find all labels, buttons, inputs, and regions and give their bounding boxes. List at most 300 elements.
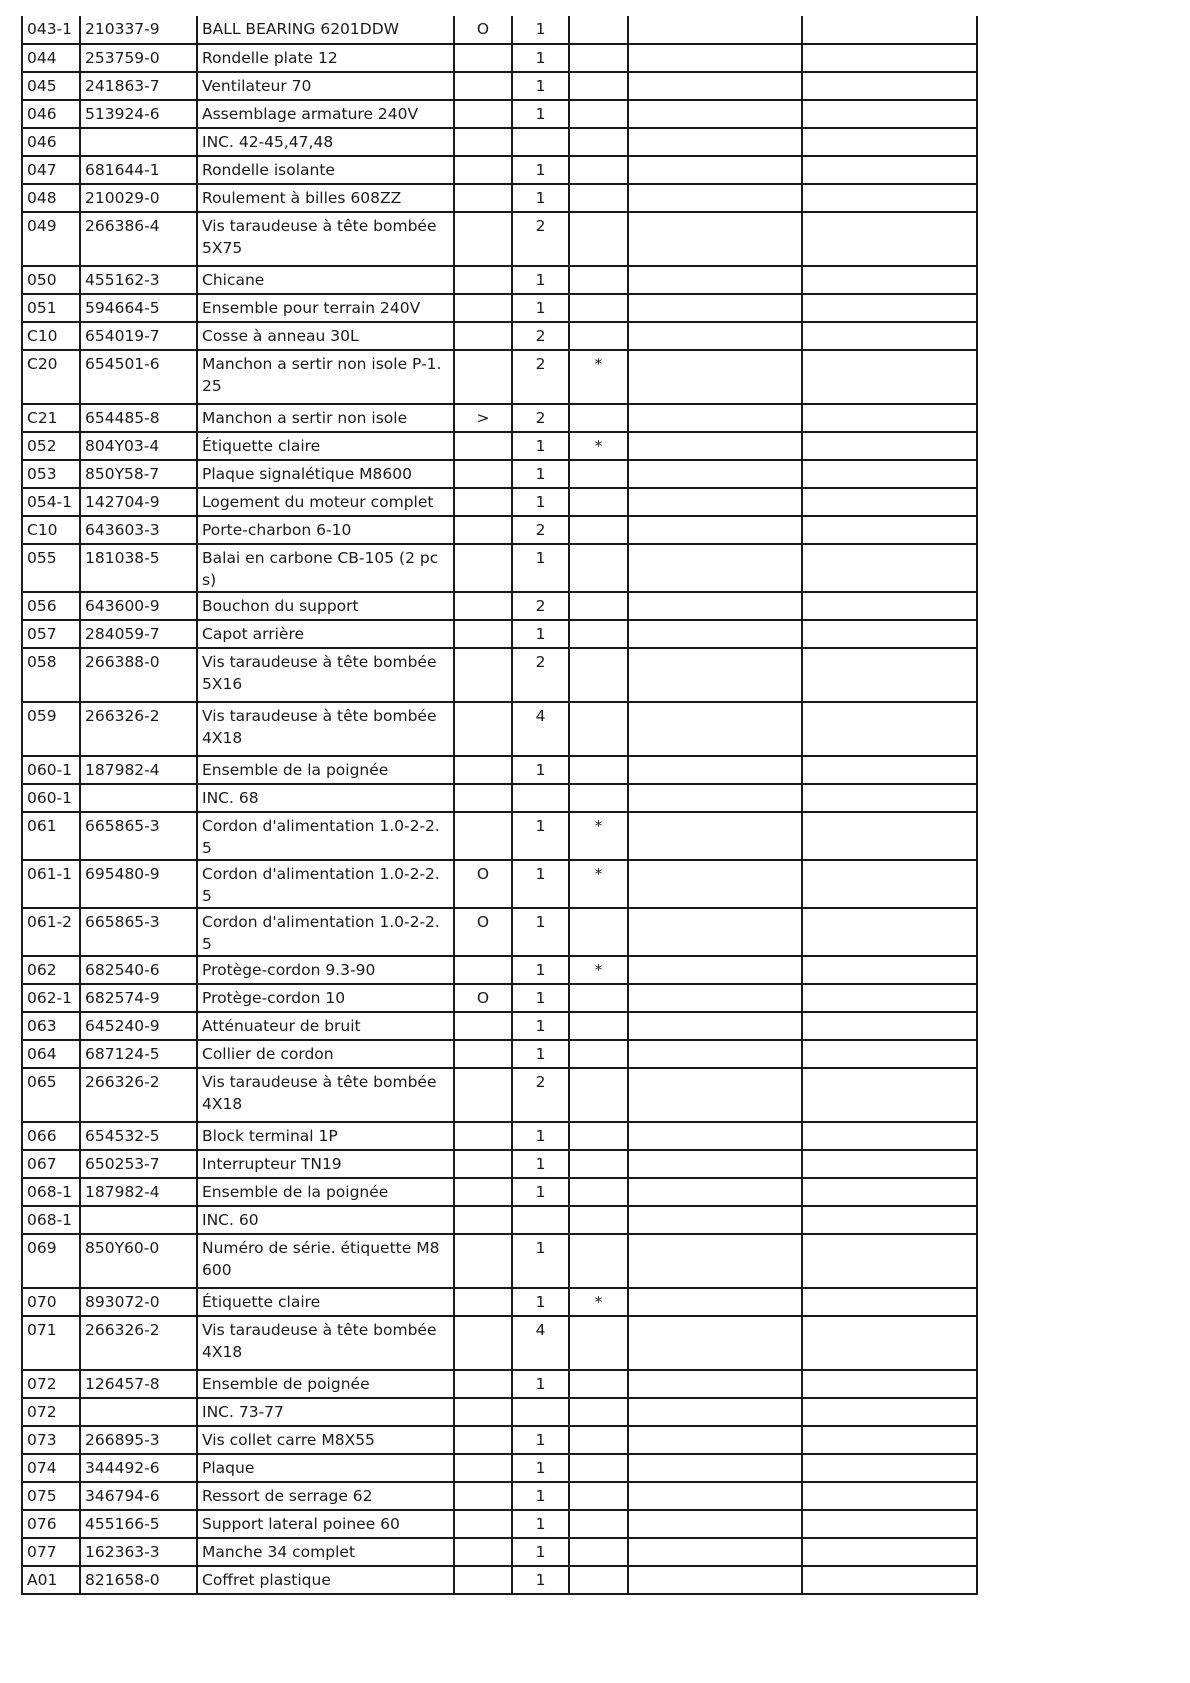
part-number-cell: 210337-9 bbox=[80, 16, 197, 44]
flag-cell: O bbox=[454, 16, 512, 44]
table-row bbox=[22, 516, 977, 544]
flag-cell: > bbox=[454, 404, 512, 432]
empty-cell bbox=[628, 620, 802, 648]
item-number-cell: 050 bbox=[22, 266, 80, 294]
table-row bbox=[22, 648, 977, 702]
note-cell: * bbox=[569, 432, 628, 460]
empty-cell bbox=[628, 72, 802, 100]
item-number-cell: 068-1 bbox=[22, 1178, 80, 1206]
note-cell bbox=[569, 404, 628, 432]
note-cell bbox=[569, 620, 628, 648]
flag-cell bbox=[454, 1426, 512, 1454]
flag-cell bbox=[454, 1316, 512, 1370]
description-cell: Ensemble de la poignée bbox=[197, 756, 454, 784]
quantity-cell: 2 bbox=[512, 212, 569, 266]
part-number-cell: 266326-2 bbox=[80, 1068, 197, 1122]
flag-cell bbox=[454, 620, 512, 648]
empty-cell bbox=[802, 1150, 977, 1178]
description-cell: Cordon d'alimentation 1.0-2-2.5 bbox=[197, 908, 454, 956]
part-number-cell: 682540-6 bbox=[80, 956, 197, 984]
part-number-cell: 210029-0 bbox=[80, 184, 197, 212]
empty-cell bbox=[628, 860, 802, 908]
description-cell: Étiquette claire bbox=[197, 432, 454, 460]
description-cell: Coffret plastique bbox=[197, 1566, 454, 1594]
item-number-cell: 069 bbox=[22, 1234, 80, 1288]
empty-cell bbox=[802, 16, 977, 44]
empty-cell bbox=[628, 1538, 802, 1566]
parts-table-container bbox=[21, 16, 976, 1595]
part-number-cell: 187982-4 bbox=[80, 1178, 197, 1206]
note-cell: * bbox=[569, 1288, 628, 1316]
empty-cell bbox=[802, 908, 977, 956]
description-cell: Bouchon du support bbox=[197, 592, 454, 620]
empty-cell bbox=[802, 156, 977, 184]
flag-cell bbox=[454, 156, 512, 184]
part-number-cell: 266326-2 bbox=[80, 1316, 197, 1370]
empty-cell bbox=[628, 702, 802, 756]
item-number-cell: 061 bbox=[22, 812, 80, 860]
flag-cell bbox=[454, 756, 512, 784]
flag-cell: O bbox=[454, 860, 512, 908]
note-cell: * bbox=[569, 350, 628, 404]
description-cell: Cordon d'alimentation 1.0-2-2.5 bbox=[197, 860, 454, 908]
note-cell: * bbox=[569, 812, 628, 860]
description-cell: Porte-charbon 6-10 bbox=[197, 516, 454, 544]
description-cell: Chicane bbox=[197, 266, 454, 294]
table-row bbox=[22, 1206, 977, 1234]
part-number-cell: 455162-3 bbox=[80, 266, 197, 294]
table-row bbox=[22, 294, 977, 322]
item-number-cell: 066 bbox=[22, 1122, 80, 1150]
part-number-cell: 253759-0 bbox=[80, 44, 197, 72]
description-cell: Étiquette claire bbox=[197, 1288, 454, 1316]
flag-cell bbox=[454, 322, 512, 350]
item-number-cell: 054-1 bbox=[22, 488, 80, 516]
empty-cell bbox=[628, 1398, 802, 1426]
part-number-cell: 681644-1 bbox=[80, 156, 197, 184]
quantity-cell: 1 bbox=[512, 156, 569, 184]
empty-cell bbox=[628, 460, 802, 488]
note-cell bbox=[569, 16, 628, 44]
description-cell: Roulement à billes 608ZZ bbox=[197, 184, 454, 212]
table-row bbox=[22, 1398, 977, 1426]
empty-cell bbox=[628, 1426, 802, 1454]
part-number-cell: 682574-9 bbox=[80, 984, 197, 1012]
note-cell bbox=[569, 1122, 628, 1150]
quantity-cell: 1 bbox=[512, 432, 569, 460]
quantity-cell: 1 bbox=[512, 100, 569, 128]
description-cell: INC. 42-45,47,48 bbox=[197, 128, 454, 156]
note-cell bbox=[569, 184, 628, 212]
description-cell: Manchon a sertir non isole bbox=[197, 404, 454, 432]
description-cell: Rondelle isolante bbox=[197, 156, 454, 184]
note-cell bbox=[569, 1012, 628, 1040]
empty-cell bbox=[628, 908, 802, 956]
empty-cell bbox=[802, 784, 977, 812]
part-number-cell: 187982-4 bbox=[80, 756, 197, 784]
description-cell: Balai en carbone CB-105 (2 pcs) bbox=[197, 544, 454, 592]
empty-cell bbox=[628, 266, 802, 294]
quantity-cell: 1 bbox=[512, 266, 569, 294]
empty-cell bbox=[628, 1454, 802, 1482]
quantity-cell: 1 bbox=[512, 1288, 569, 1316]
item-number-cell: 049 bbox=[22, 212, 80, 266]
item-number-cell: 062 bbox=[22, 956, 80, 984]
empty-cell bbox=[628, 984, 802, 1012]
item-number-cell: 061-2 bbox=[22, 908, 80, 956]
description-cell: Logement du moteur complet bbox=[197, 488, 454, 516]
flag-cell bbox=[454, 1454, 512, 1482]
empty-cell bbox=[802, 1454, 977, 1482]
description-cell: Cordon d'alimentation 1.0-2-2.5 bbox=[197, 812, 454, 860]
table-row bbox=[22, 432, 977, 460]
description-cell: Manche 34 complet bbox=[197, 1538, 454, 1566]
item-number-cell: C20 bbox=[22, 350, 80, 404]
flag-cell bbox=[454, 44, 512, 72]
flag-cell bbox=[454, 1040, 512, 1068]
flag-cell bbox=[454, 432, 512, 460]
empty-cell bbox=[628, 432, 802, 460]
flag-cell bbox=[454, 266, 512, 294]
part-number-cell: 284059-7 bbox=[80, 620, 197, 648]
table-row bbox=[22, 1538, 977, 1566]
description-cell: Numéro de série. étiquette M8600 bbox=[197, 1234, 454, 1288]
quantity-cell: 1 bbox=[512, 44, 569, 72]
empty-cell bbox=[628, 1566, 802, 1594]
empty-cell bbox=[628, 1206, 802, 1234]
table-row bbox=[22, 956, 977, 984]
empty-cell bbox=[628, 100, 802, 128]
flag-cell: O bbox=[454, 908, 512, 956]
part-number-cell: 346794-6 bbox=[80, 1482, 197, 1510]
description-cell: Cosse à anneau 30L bbox=[197, 322, 454, 350]
empty-cell bbox=[802, 266, 977, 294]
empty-cell bbox=[802, 812, 977, 860]
item-number-cell: 064 bbox=[22, 1040, 80, 1068]
item-number-cell: 072 bbox=[22, 1398, 80, 1426]
part-number-cell: 266895-3 bbox=[80, 1426, 197, 1454]
description-cell: Collier de cordon bbox=[197, 1040, 454, 1068]
description-cell: Ensemble pour terrain 240V bbox=[197, 294, 454, 322]
note-cell bbox=[569, 984, 628, 1012]
part-number-cell: 266326-2 bbox=[80, 702, 197, 756]
part-number-cell: 594664-5 bbox=[80, 294, 197, 322]
description-cell: INC. 68 bbox=[197, 784, 454, 812]
empty-cell bbox=[802, 648, 977, 702]
item-number-cell: 067 bbox=[22, 1150, 80, 1178]
empty-cell bbox=[802, 432, 977, 460]
quantity-cell: 1 bbox=[512, 860, 569, 908]
description-cell: Assemblage armature 240V bbox=[197, 100, 454, 128]
table-row bbox=[22, 756, 977, 784]
empty-cell bbox=[628, 184, 802, 212]
part-number-cell: 455166-5 bbox=[80, 1510, 197, 1538]
note-cell bbox=[569, 1150, 628, 1178]
table-row bbox=[22, 156, 977, 184]
flag-cell bbox=[454, 956, 512, 984]
part-number-cell: 821658-0 bbox=[80, 1566, 197, 1594]
description-cell: Vis taraudeuse à tête bombée 4X18 bbox=[197, 702, 454, 756]
note-cell bbox=[569, 1398, 628, 1426]
empty-cell bbox=[802, 350, 977, 404]
table-row bbox=[22, 266, 977, 294]
part-number-cell: 654532-5 bbox=[80, 1122, 197, 1150]
quantity-cell: 1 bbox=[512, 1454, 569, 1482]
note-cell bbox=[569, 1426, 628, 1454]
empty-cell bbox=[802, 620, 977, 648]
part-number-cell: 850Y58-7 bbox=[80, 460, 197, 488]
empty-cell bbox=[802, 322, 977, 350]
quantity-cell: 1 bbox=[512, 1510, 569, 1538]
note-cell bbox=[569, 592, 628, 620]
empty-cell bbox=[802, 212, 977, 266]
note-cell bbox=[569, 294, 628, 322]
flag-cell bbox=[454, 212, 512, 266]
table-row bbox=[22, 100, 977, 128]
part-number-cell: 654485-8 bbox=[80, 404, 197, 432]
part-number-cell: 142704-9 bbox=[80, 488, 197, 516]
quantity-cell: 1 bbox=[512, 16, 569, 44]
flag-cell bbox=[454, 1068, 512, 1122]
item-number-cell: C21 bbox=[22, 404, 80, 432]
flag-cell bbox=[454, 1370, 512, 1398]
note-cell bbox=[569, 1316, 628, 1370]
quantity-cell: 1 bbox=[512, 908, 569, 956]
quantity-cell: 1 bbox=[512, 1538, 569, 1566]
flag-cell bbox=[454, 1288, 512, 1316]
note-cell bbox=[569, 460, 628, 488]
item-number-cell: 058 bbox=[22, 648, 80, 702]
quantity-cell: 2 bbox=[512, 350, 569, 404]
empty-cell bbox=[802, 1566, 977, 1594]
note-cell bbox=[569, 702, 628, 756]
parts-table-body bbox=[22, 16, 977, 1594]
flag-cell bbox=[454, 784, 512, 812]
part-number-cell: 645240-9 bbox=[80, 1012, 197, 1040]
flag-cell bbox=[454, 1538, 512, 1566]
empty-cell bbox=[628, 592, 802, 620]
empty-cell bbox=[802, 1538, 977, 1566]
description-cell: Ensemble de poignée bbox=[197, 1370, 454, 1398]
table-row bbox=[22, 544, 977, 592]
description-cell: Rondelle plate 12 bbox=[197, 44, 454, 72]
note-cell bbox=[569, 908, 628, 956]
item-number-cell: 046 bbox=[22, 100, 80, 128]
description-cell: Capot arrière bbox=[197, 620, 454, 648]
flag-cell bbox=[454, 128, 512, 156]
table-row bbox=[22, 212, 977, 266]
flag-cell bbox=[454, 1398, 512, 1426]
part-number-cell: 266386-4 bbox=[80, 212, 197, 266]
note-cell bbox=[569, 544, 628, 592]
note-cell bbox=[569, 1178, 628, 1206]
item-number-cell: 073 bbox=[22, 1426, 80, 1454]
part-number-cell: 654501-6 bbox=[80, 350, 197, 404]
note-cell bbox=[569, 648, 628, 702]
item-number-cell: 051 bbox=[22, 294, 80, 322]
empty-cell bbox=[802, 44, 977, 72]
description-cell: Plaque bbox=[197, 1454, 454, 1482]
description-cell: Manchon a sertir non isole P-1.25 bbox=[197, 350, 454, 404]
flag-cell bbox=[454, 1150, 512, 1178]
empty-cell bbox=[628, 1012, 802, 1040]
flag-cell bbox=[454, 460, 512, 488]
quantity-cell: 1 bbox=[512, 1370, 569, 1398]
quantity-cell: 1 bbox=[512, 1150, 569, 1178]
part-number-cell: 266388-0 bbox=[80, 648, 197, 702]
item-number-cell: 068-1 bbox=[22, 1206, 80, 1234]
item-number-cell: C10 bbox=[22, 516, 80, 544]
flag-cell bbox=[454, 1482, 512, 1510]
table-row bbox=[22, 16, 977, 44]
part-number-cell: 513924-6 bbox=[80, 100, 197, 128]
table-row bbox=[22, 128, 977, 156]
quantity-cell: 4 bbox=[512, 1316, 569, 1370]
flag-cell bbox=[454, 812, 512, 860]
empty-cell bbox=[628, 756, 802, 784]
note-cell bbox=[569, 1538, 628, 1566]
quantity-cell: 1 bbox=[512, 544, 569, 592]
quantity-cell: 1 bbox=[512, 1566, 569, 1594]
quantity-cell: 4 bbox=[512, 702, 569, 756]
quantity-cell: 1 bbox=[512, 294, 569, 322]
description-cell: Vis taraudeuse à tête bombée 5X75 bbox=[197, 212, 454, 266]
quantity-cell: 1 bbox=[512, 1012, 569, 1040]
table-row bbox=[22, 1482, 977, 1510]
empty-cell bbox=[802, 404, 977, 432]
part-number-cell: 643603-3 bbox=[80, 516, 197, 544]
item-number-cell: 059 bbox=[22, 702, 80, 756]
item-number-cell: 060-1 bbox=[22, 756, 80, 784]
table-row bbox=[22, 860, 977, 908]
table-row bbox=[22, 784, 977, 812]
note-cell bbox=[569, 1234, 628, 1288]
description-cell: Interrupteur TN19 bbox=[197, 1150, 454, 1178]
empty-cell bbox=[628, 1178, 802, 1206]
note-cell bbox=[569, 488, 628, 516]
parts-table bbox=[21, 16, 978, 1595]
empty-cell bbox=[628, 1068, 802, 1122]
table-row bbox=[22, 1150, 977, 1178]
empty-cell bbox=[628, 1370, 802, 1398]
part-number-cell bbox=[80, 1206, 197, 1234]
empty-cell bbox=[628, 156, 802, 184]
quantity-cell: 1 bbox=[512, 1482, 569, 1510]
note-cell bbox=[569, 1454, 628, 1482]
flag-cell bbox=[454, 100, 512, 128]
note-cell bbox=[569, 128, 628, 156]
table-row bbox=[22, 1566, 977, 1594]
table-row bbox=[22, 184, 977, 212]
quantity-cell: 1 bbox=[512, 1178, 569, 1206]
item-number-cell: 048 bbox=[22, 184, 80, 212]
part-number-cell: 804Y03-4 bbox=[80, 432, 197, 460]
table-row bbox=[22, 702, 977, 756]
part-number-cell: 643600-9 bbox=[80, 592, 197, 620]
empty-cell bbox=[802, 1122, 977, 1150]
description-cell: Protège-cordon 9.3-90 bbox=[197, 956, 454, 984]
item-number-cell: 046 bbox=[22, 128, 80, 156]
description-cell: Vis taraudeuse à tête bombée 4X18 bbox=[197, 1316, 454, 1370]
note-cell bbox=[569, 1370, 628, 1398]
table-row bbox=[22, 1316, 977, 1370]
quantity-cell: 1 bbox=[512, 488, 569, 516]
empty-cell bbox=[628, 128, 802, 156]
empty-cell bbox=[628, 404, 802, 432]
empty-cell bbox=[628, 1122, 802, 1150]
table-row bbox=[22, 488, 977, 516]
empty-cell bbox=[802, 184, 977, 212]
empty-cell bbox=[802, 1234, 977, 1288]
flag-cell bbox=[454, 1234, 512, 1288]
table-row bbox=[22, 350, 977, 404]
empty-cell bbox=[802, 544, 977, 592]
empty-cell bbox=[628, 956, 802, 984]
empty-cell bbox=[628, 488, 802, 516]
part-number-cell: 850Y60-0 bbox=[80, 1234, 197, 1288]
description-cell: Vis collet carre M8X55 bbox=[197, 1426, 454, 1454]
description-cell: Support lateral poinee 60 bbox=[197, 1510, 454, 1538]
description-cell: INC. 60 bbox=[197, 1206, 454, 1234]
flag-cell bbox=[454, 488, 512, 516]
part-number-cell: 654019-7 bbox=[80, 322, 197, 350]
part-number-cell: 126457-8 bbox=[80, 1370, 197, 1398]
flag-cell bbox=[454, 294, 512, 322]
table-row bbox=[22, 908, 977, 956]
item-number-cell: 074 bbox=[22, 1454, 80, 1482]
empty-cell bbox=[628, 350, 802, 404]
empty-cell bbox=[802, 956, 977, 984]
empty-cell bbox=[802, 1040, 977, 1068]
note-cell bbox=[569, 1068, 628, 1122]
note-cell bbox=[569, 1206, 628, 1234]
table-row bbox=[22, 1454, 977, 1482]
empty-cell bbox=[802, 1068, 977, 1122]
note-cell bbox=[569, 1566, 628, 1594]
part-number-cell: 162363-3 bbox=[80, 1538, 197, 1566]
empty-cell bbox=[802, 1482, 977, 1510]
table-row bbox=[22, 984, 977, 1012]
empty-cell bbox=[628, 16, 802, 44]
empty-cell bbox=[802, 1426, 977, 1454]
note-cell bbox=[569, 156, 628, 184]
item-number-cell: 044 bbox=[22, 44, 80, 72]
quantity-cell: 2 bbox=[512, 592, 569, 620]
quantity-cell: 1 bbox=[512, 1122, 569, 1150]
item-number-cell: 061-1 bbox=[22, 860, 80, 908]
flag-cell bbox=[454, 1178, 512, 1206]
empty-cell bbox=[628, 1234, 802, 1288]
table-row bbox=[22, 812, 977, 860]
empty-cell bbox=[628, 1288, 802, 1316]
item-number-cell: 076 bbox=[22, 1510, 80, 1538]
flag-cell bbox=[454, 72, 512, 100]
item-number-cell: 070 bbox=[22, 1288, 80, 1316]
item-number-cell: 056 bbox=[22, 592, 80, 620]
empty-cell bbox=[628, 1482, 802, 1510]
table-row bbox=[22, 1288, 977, 1316]
table-row bbox=[22, 1510, 977, 1538]
description-cell: Vis taraudeuse à tête bombée 5X16 bbox=[197, 648, 454, 702]
description-cell: Ensemble de la poignée bbox=[197, 1178, 454, 1206]
flag-cell bbox=[454, 1122, 512, 1150]
quantity-cell bbox=[512, 1206, 569, 1234]
description-cell: Block terminal 1P bbox=[197, 1122, 454, 1150]
part-number-cell bbox=[80, 128, 197, 156]
note-cell bbox=[569, 1040, 628, 1068]
empty-cell bbox=[802, 294, 977, 322]
flag-cell bbox=[454, 184, 512, 212]
